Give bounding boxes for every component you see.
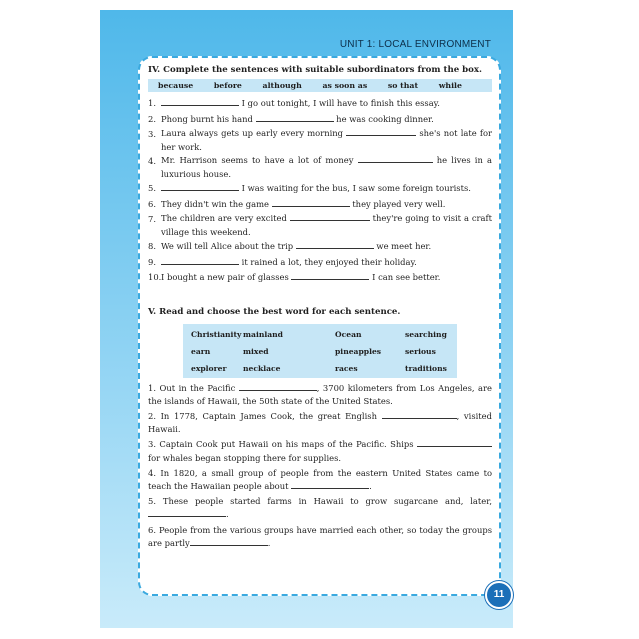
word-box-item: because [158,81,194,90]
word-box-4 [148,79,492,92]
word-box-item: while [438,81,462,90]
item-number: 6. [148,198,156,209]
exercise-item: 2. Phong burnt his hand he was cooking dinner. [148,112,492,128]
word-box-item: Christianity [191,329,242,339]
exercise-item: 3. Laura always gets up early every morning she's not late for her work. [148,127,492,154]
answer-blank[interactable] [161,256,239,265]
reading-item: 2. In 1778, Captain James Cook, the great English , visited Hawaii. [148,410,492,435]
word-box-item: before [213,81,242,90]
answer-blank[interactable] [290,212,370,221]
word-box-item: searching [405,329,447,339]
answer-blank[interactable] [239,382,317,391]
item-number: 5. [148,183,156,193]
reading-item: 1. Out in the Pacific , 3700 kilometers from Los Angeles, are the islands of Hawaii, the 50th state of the United States. [148,382,492,406]
word-box-item: although [262,81,302,90]
word-box-item: mainland [243,329,283,339]
item-number: 7. [148,214,156,224]
exercise-item: 1. I go out tonight, I will have to finish this essay. [148,96,492,112]
exercise-item: 7. The children are very excited they're going to visit a craft village this weekend. [148,212,492,239]
exercise-item: 5. I was waiting for the bus, I saw some foreign tourists. [148,181,492,197]
item-number: 8. [148,241,156,251]
exercise-item: 4. Mr. Harrison seems to have a lot of money he lives in a luxurious house. [148,154,492,181]
answer-blank[interactable] [382,410,457,419]
reading-item: 3. Captain Cook put Hawaii on his maps of the Pacific. Ships for whales began stopping there for supplies. [148,438,492,464]
word-box-item: pineapples [335,346,382,356]
word-box-item: serious [405,346,436,356]
item-number: 3. [148,129,156,139]
content [148,63,492,552]
answer-blank[interactable] [346,127,416,136]
unit-header: UNIT 1: LOCAL ENVIRONMENT [339,39,491,50]
word-box-item: so that [387,81,419,90]
exercise-item: 10. I bought a new pair of glasses I can see better. [148,270,492,286]
answer-blank[interactable] [161,97,239,106]
answer-blank[interactable] [296,240,374,249]
word-box-item: traditions [405,363,447,373]
answer-blank[interactable] [148,508,226,517]
section-5-title: V. Read and choose the best word for each sentence. [148,306,401,317]
answer-blank[interactable] [291,480,369,489]
answer-blank[interactable] [190,537,268,546]
item-number: 2. [148,113,156,124]
word-box-5 [183,324,457,378]
item-number: 9. [148,256,156,267]
reading-item: 5. These people started farms in Hawaii to grow sugarcane and, later, . [148,496,492,520]
reading-item: 6. People from the various groups have married each other, so today the groups are partly . [148,524,492,548]
item-number: 1. [148,98,156,108]
answer-blank[interactable] [256,113,334,122]
answer-blank[interactable] [291,271,369,280]
word-box-item: mixed [243,346,269,356]
answer-blank[interactable] [272,198,350,207]
word-box-item: necklace [243,363,281,373]
exercise-item: 6. They didn't win the game they played very well. [148,197,492,213]
item-number: 10. [148,272,162,282]
answer-blank[interactable] [161,182,239,191]
exercise-item: 9. it rained a lot, they enjoyed their holiday. [148,255,492,271]
word-box-item: as soon as [322,81,368,90]
word-box-item: explorer [191,363,227,373]
exercise-item: 8. We will tell Alice about the trip we meet her. [148,239,492,255]
page-number-badge: 11 [485,581,513,609]
word-box-item: Ocean [335,329,362,339]
answer-blank[interactable] [358,154,433,163]
answer-blank[interactable] [417,438,492,447]
section-4-title: IV. Complete the sentences with suitable subordinators from the box. [148,65,483,75]
word-box-item: races [335,363,358,373]
reading-item: 4. In 1820, a small group of people from the eastern United States came to teach the Hawaiian people about . [148,467,492,491]
item-number: 4. [148,156,156,166]
word-box-item: earn [191,346,211,356]
